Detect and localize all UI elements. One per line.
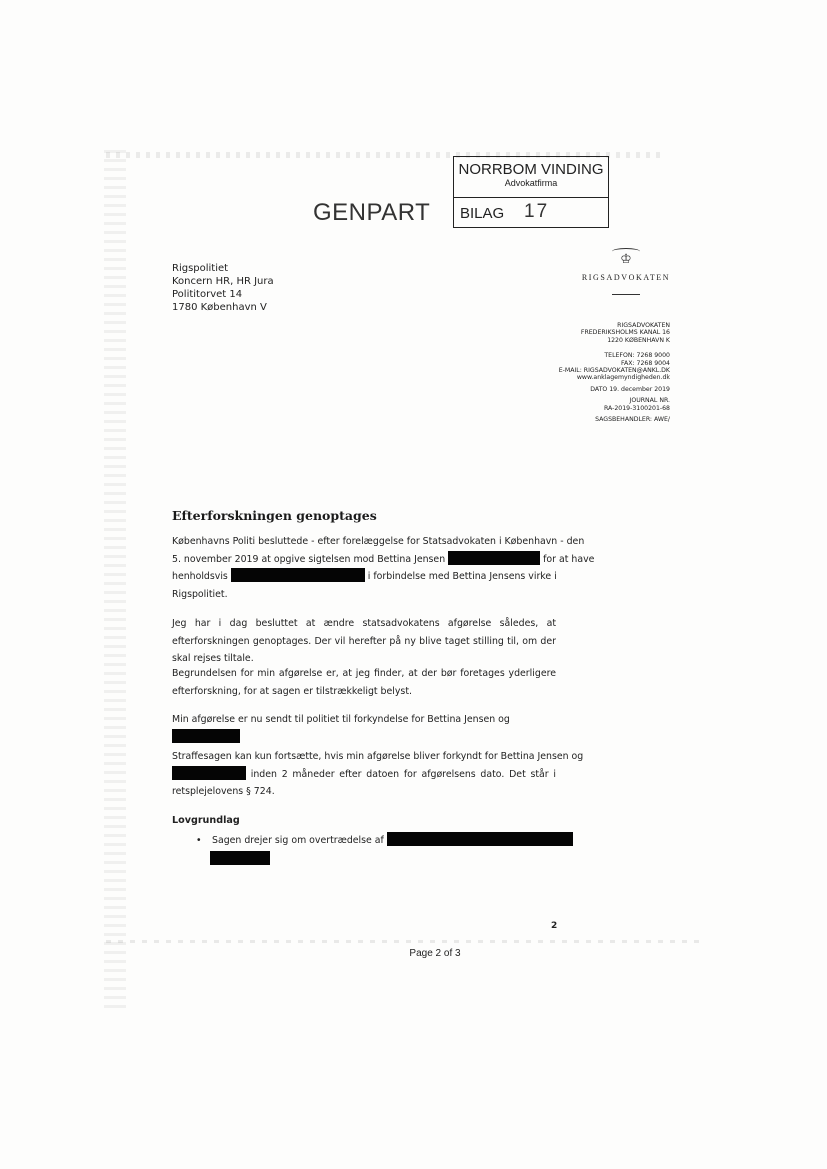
legal-basis-bullet (196, 832, 573, 846)
sender-city: 1220 KØBENHAVN K (607, 336, 670, 344)
paragraph-deadline (172, 748, 584, 801)
law-firm-stamp (453, 156, 609, 228)
text-fragment: inden 2 måneder efter datoen for afgørelsens dato. Det står i (250, 768, 556, 780)
text-line (172, 766, 556, 784)
stamp-bilag-number: 17 (524, 201, 550, 222)
text-line: Straffesagen kan kun fortsætte, hvis min afgørelse bliver forkyndt for Bettina Jensen og (172, 751, 584, 762)
stamp-bilag-label: BILAG (460, 205, 505, 222)
legal-basis-heading: Lovgrundlag (172, 815, 240, 826)
text-line: Københavns Politi besluttede - efter forelæggelse for Statsadvokaten i København - den (172, 536, 585, 547)
sender-web: www.anklagemyndigheden.dk (576, 374, 670, 382)
text-fragment: for at have (543, 553, 595, 565)
text-line (172, 551, 595, 569)
sender-fax: FAX: 7268 9004 (621, 359, 670, 367)
stamp-divider (454, 197, 608, 198)
recipient-line: 1780 København V (172, 302, 267, 313)
crown-icon: ♔ (620, 252, 632, 267)
scan-edge-bottom (106, 940, 706, 943)
sender-street: FREDERIKSHOLMS KANAL 16 (580, 329, 670, 337)
sender-name: RIGSADVOKATEN (617, 322, 670, 329)
redaction-block (448, 551, 540, 565)
paragraph-decision (172, 533, 595, 603)
text-fragment: 5. november 2019 at opgive sigtelsen mod Bettina Jensen (172, 553, 446, 565)
recipient-line: Polititorvet 14 (172, 289, 243, 300)
sender-details (450, 322, 670, 423)
stamp-subtitle: Advokatfirma (504, 178, 558, 188)
journal-label: JOURNAL NR. (629, 397, 670, 405)
recipient-address (172, 262, 274, 314)
paragraph-reasoning: Begrundelsen for min afgørelse er, at jeg finder, at der bør foretages yderligere efterforskning, for at sagen er tilstrækkeligt belyst. (172, 668, 556, 697)
logo-wordmark: RIGSADVOKATEN (581, 273, 671, 282)
redaction-block (387, 832, 573, 846)
page-number: 2 (551, 921, 558, 931)
paragraph-reopened: Jeg har i dag besluttet at ændre statsadvokatens afgørelse således, at efterforskningen genoptages. Der vil herefter på ny blive taget stilling til, om der skal rejses tiltale. (172, 618, 556, 664)
text-fragment: i forbindelse med Bettina Jensens virke i (367, 571, 557, 582)
text-line: retsplejelovens § 724. (172, 786, 275, 797)
case-handler: SAGSBEHANDLER: AWE/ (595, 416, 670, 424)
scan-edge-left (104, 150, 126, 1010)
redaction-block (210, 851, 270, 865)
text-line: Rigspolitiet. (172, 588, 228, 600)
sender-phone: TELEFON: 7268 9000 (604, 352, 670, 360)
redaction-block (172, 729, 240, 743)
bullet-icon: • (196, 835, 202, 846)
text-fragment: henholdsvis (172, 571, 228, 582)
text-line (172, 568, 556, 586)
stamp-firm-name: NORRBOM VINDING (458, 161, 604, 178)
journal-number: RA-2019-3100201-68 (603, 404, 670, 412)
redaction-block (172, 766, 246, 780)
paragraph-service (172, 711, 556, 746)
page-of-footer: Page 2 of 3 (409, 948, 461, 959)
logo-underline (612, 294, 640, 295)
sender-email: E-MAIL: RIGSADVOKATEN@ANKL.DK (558, 367, 670, 375)
bullet-text: Sagen drejer sig om overtrædelse af (212, 835, 384, 846)
letter-heading: Efterforskningen genoptages (172, 508, 377, 523)
rigsadvokaten-logo (578, 248, 674, 302)
text-fragment: Min afgørelse er nu sendt til politiet til forkyndelse for Bettina Jensen og (172, 714, 510, 725)
genpart-label: GENPART (313, 199, 431, 226)
recipient-line: Rigspolitiet (172, 263, 229, 274)
redaction-block (231, 568, 365, 582)
recipient-line: Koncern HR, HR Jura (172, 276, 274, 287)
letter-date: DATO 19. december 2019 (590, 385, 670, 393)
